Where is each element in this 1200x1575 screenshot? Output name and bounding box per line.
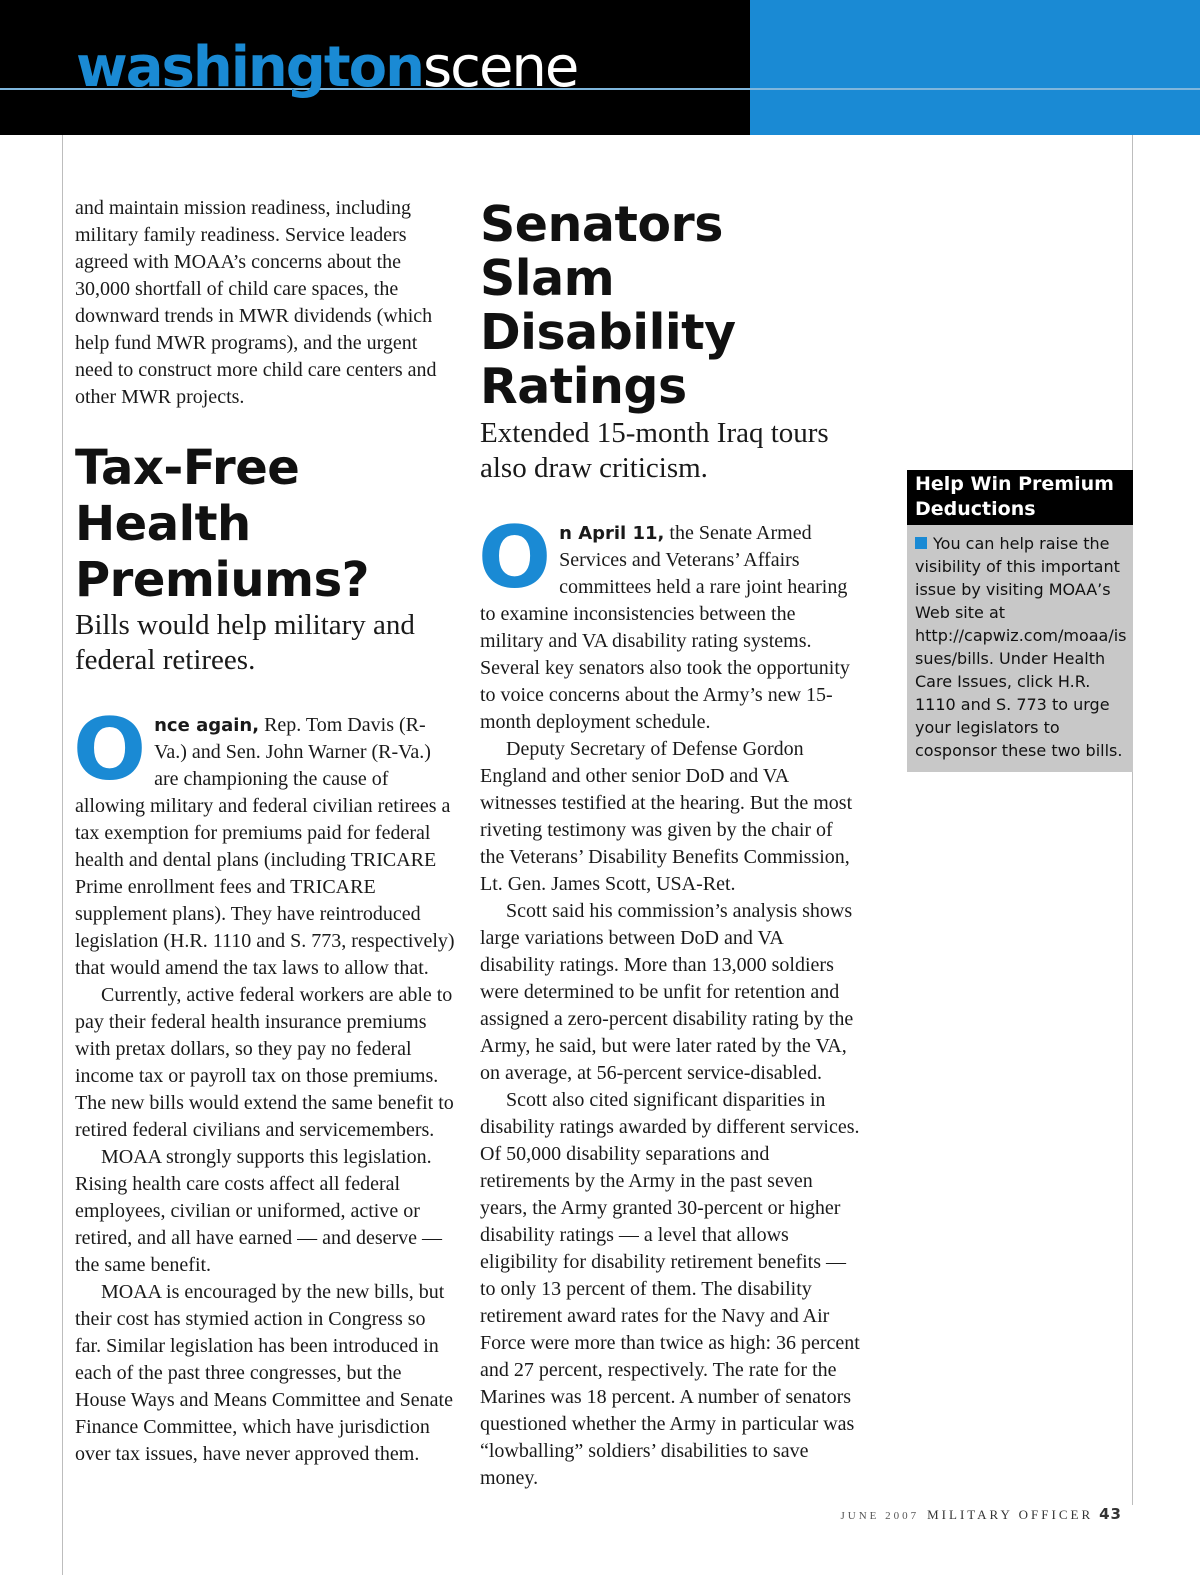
right-page-rule (1132, 135, 1133, 1505)
sidebar-text: You can help raise the visibility of this important issue by visiting MOAA’s Web site at http://capwiz.com/moaa/issues/bills. Under Health Care Issues, click H.R. 1110 and S. 773 to urge your legislators to cosponsor these two bills. (915, 534, 1127, 760)
article-deck: Bills would help military and federal retirees. (75, 609, 415, 676)
article-paragraph (73, 700, 455, 982)
section-masthead (76, 36, 577, 100)
page-number: 43 (1099, 1505, 1122, 1523)
article-paragraph: MOAA is encouraged by the new bills, but their cost has stymied action in Congress so far. Similar legislation has been introduced in each of the past three congresses, but the House Ways and Means Committee and Senate Finance Committee, which have jurisdiction over tax issues, have never approved them. (75, 1281, 453, 1465)
drop-cap: O (478, 508, 552, 608)
article-headline: Tax-Free Health Premiums? (75, 440, 369, 608)
paragraph-text: Rep. Tom Davis (R-Va.) and Sen. John Warner (R-Va.) are championing the cause of allowing military and federal civilian retirees a tax exemption for premiums paid for federal health and dental plans (including TRICARE Prime enrollment fees and TRICARE supplement plans). They have reintroduced legislation (H.R. 1110 and S. 773, respectively) that would amend the tax laws to allow that. (75, 714, 455, 979)
column-1-intro (75, 195, 455, 411)
masthead-light-word: scene (422, 35, 578, 100)
header-band-blue (750, 0, 1200, 135)
sidebar-box (907, 470, 1133, 772)
article-headline: Senators Slam Disability Ratings (480, 196, 736, 415)
article-disability-ratings (480, 198, 860, 1492)
paragraph-text: the Senate Armed Services and Veterans’ Affairs committees held a rare joint hearing to examine inconsistencies between the military and VA disability rating systems. Several key senators also took the opportunity to voice concerns about the Army’s new 15-month deployment schedule. (480, 522, 850, 733)
article-tax-free-health (75, 440, 455, 1468)
article-body (478, 508, 860, 1492)
article-paragraph: Currently, active federal workers are able to pay their federal health insurance premiums with pretax dollars, so they pay no federal income tax or payroll tax on those premiums. The new bills would extend the same benefit to retired federal civilians and servicemembers. (75, 984, 454, 1141)
article-paragraph: Deputy Secretary of Defense Gordon England and other senior DoD and VA witnesses testified at the hearing. But the most riveting testimony was given by the chair of the Veterans’ Disability Benefits Commission, Lt. Gen. James Scott, USA-Ret. (480, 738, 853, 895)
sidebar-title: Help Win Premium Deductions (907, 470, 1133, 525)
issue-date: JUNE 2007 (840, 1510, 920, 1522)
article-paragraph: MOAA strongly supports this legislation. Rising health care costs affect all federal employees, civilian or uniformed, active or retired, and all have earned — and deserve — the same benefit. (75, 1146, 443, 1276)
intro-paragraph: and maintain mission readiness, including military family readiness. Service leaders agreed with MOAA’s concerns about the 30,000 shortfall of child care spaces, the downward trends in MWR dividends (which help fund MWR programs), and the urgent need to construct more child care centers and other MWR projects. (75, 197, 437, 408)
lead-in: nce again, (154, 715, 260, 736)
left-page-rule (62, 135, 63, 1575)
article-body (73, 700, 455, 1468)
bullet-square-icon (915, 537, 927, 549)
drop-cap: O (73, 700, 147, 800)
article-paragraph: Scott said his commission’s analysis shows large variations between DoD and VA disability ratings. More than 13,000 soldiers were determined to be unfit for retention and assigned a zero-percent disability rating by the Army, he said, but were later rated by the VA, on average, at 56-percent service-disabled. (480, 900, 854, 1084)
article-deck: Extended 15-month Iraq tours also draw criticism. (480, 417, 829, 484)
page-footer (840, 1505, 1122, 1524)
masthead-bold-word: washington (76, 35, 423, 100)
lead-in: n April 11, (559, 523, 665, 544)
article-paragraph: Scott also cited significant disparities in disability ratings awarded by different services. Of 50,000 disability separations and retirements by the Army in the past seven years, the Army granted 30-percent or higher disability ratings — a level that allows eligibility for disability retirement benefits — to only 13 percent of them. The disability retirement award rates for the Navy and Air Force were more than twice as high: 36 percent and 27 percent, respectively. The rate for the Marines was 18 percent. A number of senators questioned whether the Army in particular was “lowballing” soldiers’ disabilities to save money. (480, 1089, 860, 1489)
sidebar-body (907, 525, 1133, 772)
publication-name: MILITARY OFFICER (927, 1507, 1094, 1522)
article-paragraph (478, 508, 860, 736)
